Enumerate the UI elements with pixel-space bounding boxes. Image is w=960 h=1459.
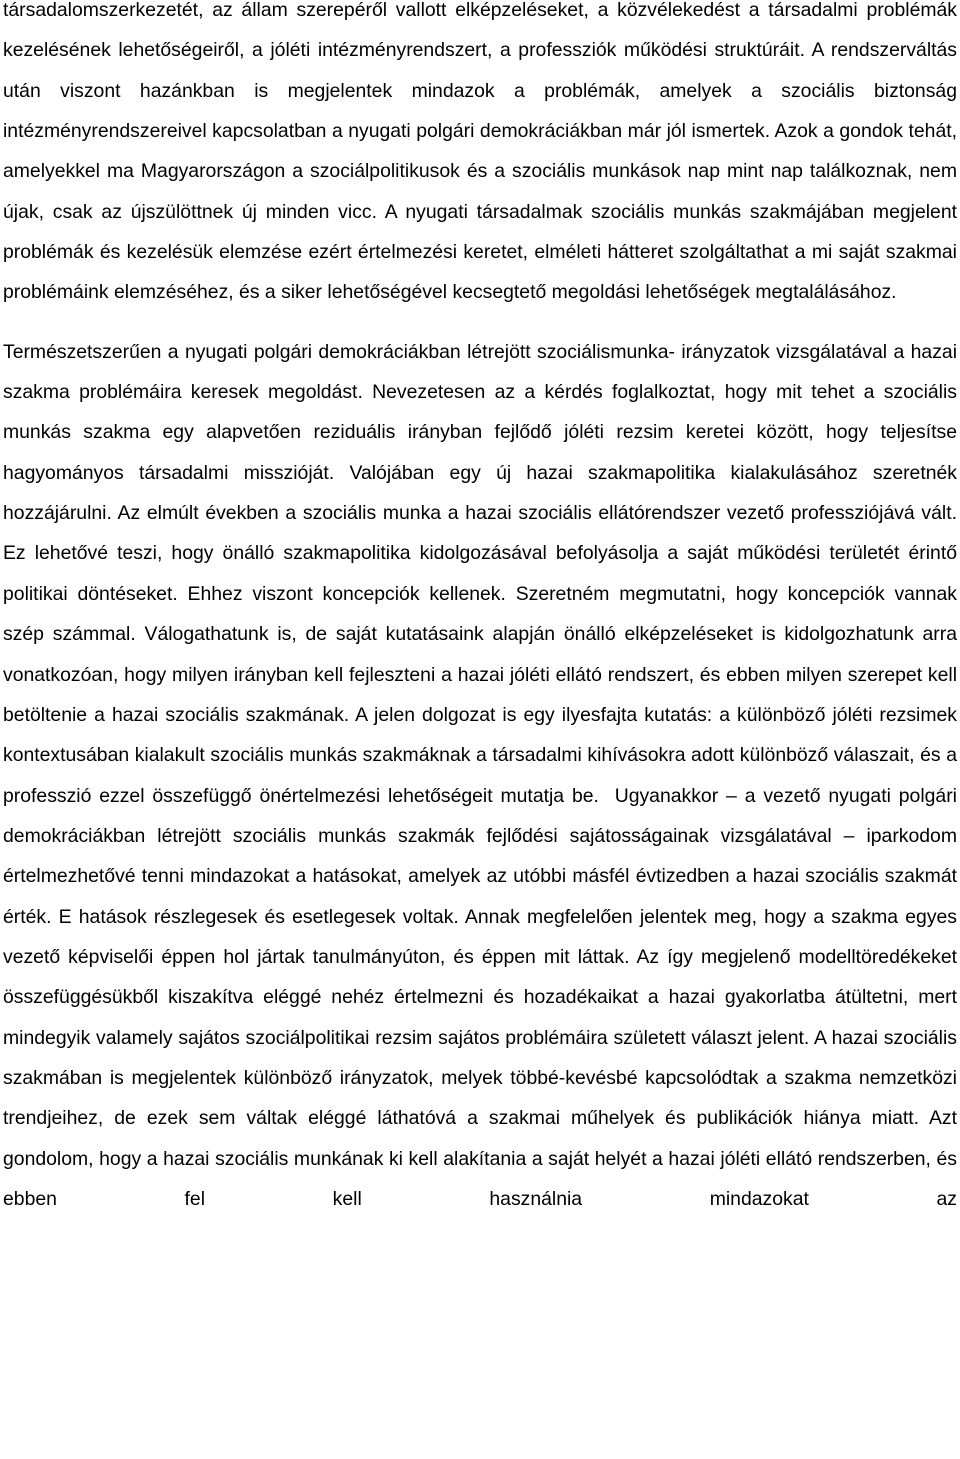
paragraph-2: Természetszerűen a nyugati polgári demokráciákban létrejött szociálismunka- irányzatok vizsgálatával a hazai szakma problémáira keresek megoldást. Nevezetesen az a kérdés foglalkoztat, hogy mit tehet a szociális munkás szakma egy alapvetően reziduális irányban fejlődő jóléti rezsim keretei között, hogy teljesítse hagyományos társadalmi misszióját. Valójában egy új hazai szakmapolitika kialakulásához szeretnék hozzájárulni. Az elmúlt években a szociális munka a hazai szociális ellátórendszer vezető professziójává vált. Ez lehetővé teszi, hogy önálló szakmapolitika kidolgozásával befolyásolja a saját működési területét érintő politikai döntéseket. Ehhez viszont koncepciók kellenek. Szeretném megmutatni, hogy koncepciók vannak szép számmal. Válogathatunk is, de saját kutatásaink alapján önálló elképzeléseket is kidolgozhatunk arra vonatkozóan, hogy milyen irányban kell fejleszteni a hazai jóléti ellátó rendszert, és ebben milyen szerepet kell betöltenie a hazai szociális szakmának. A jelen dolgozat is egy ilyesfajta kutatás: a különböző jóléti rezsimek kontextusában kialakult szociális munkás szakmáknak a társadalmi kihívásokra adott különböző válaszait, és a professzió ezzel összefüggő önértelmezési lehetőségeit mutatja be. xyxy=(3,340,957,807)
paragraph-3: Ugyanakkor – a vezető nyugati polgári demokráciákban létrejött szociális munkás szakmák fejlődési sajátosságainak vizsgálatával – iparkodom értelmezhetővé tenni mindazokat a hatásokat, amelyek az utóbbi másfél évtizedben a hazai szociális szakmát érték. E hatások részlegesek és esetlegesek voltak. Annak megfelelően jelentek meg, hogy a szakma egyes vezető képviselői éppen hol jártak tanulmányúton, és éppen mit láttak. Az így megjelenő modelltöredékeket összefüggésükből kiszakítva eléggé nehéz értelmezni és hozadékaikat a hazai gyakorlatba átültetni, mert mindegyik valamely sajátos szociálpolitikai rezsim sajátos problémáira született választ jelent. A hazai szociális szakmában is megjelentek különböző irányzatok, melyek többé-kevésbé kapcsolódtak a szakma nemzetközi trendjeihez, de ezek sem váltak eléggé láthatóvá a szakmai műhelyek és publikációk hiánya miatt. Azt gondolom, hogy a hazai szociális munkának ki kell alakítania a saját helyét a hazai jóléti ellátó rendszerben, és ebben fel kell használnia mindazokat az xyxy=(3,784,957,1210)
paragraph-1: társadalomszerkezetét, az állam szerepéről vallott elképzeléseket, a közvélekedést a társadalmi problémák kezelésének lehetőségeiről, a jóléti intézményrendszert, a professziók működési struktúráit. A rendszerváltás után viszont hazánkban is megjelentek mindazok a problémák, amelyek a szociális biztonság intézményrendszereivel kapcsolatban a nyugati polgári demokráciákban már jól ismertek. Azok a gondok tehát, amelyekkel ma Magyarországon a szociálpolitikusok és a szociális munkások nap mint nap találkoznak, nem újak, csak az újszülöttnek új minden vicc. A nyugati társadalmak szociális munkás szakmájában megjelent problémák és kezelésük elemzése ezért értelmezési keretet, elméleti hátteret szolgáltathat a mi saját szakmai problémáink elemzéséhez, és a siker lehetőségével kecsegtető megoldási lehetőségek megtalálásához. xyxy=(3,0,957,304)
paragraph-2-block xyxy=(3,332,957,1220)
